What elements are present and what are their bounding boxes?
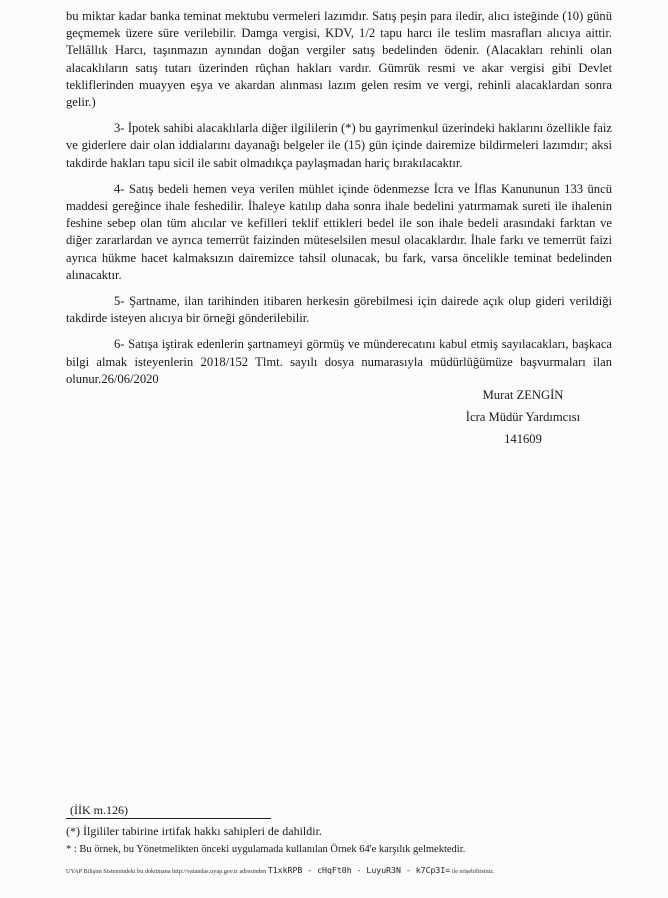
uyap-access-line <box>66 865 626 875</box>
uyap-access-code: T1xkRPB - cHqFt0h - LuyuR3N - k7Cp3I= <box>267 865 451 875</box>
signer-name: Murat ZENGİN <box>482 388 564 402</box>
uyap-suffix: ile erişebilirsiniz. <box>451 868 495 875</box>
paragraph-specification: 5- Şartname, ilan tarihinden itibaren herkesin görebilmesi için dairede açık olup gideri verildiği takdirde isteyen alıcıya bir örneği gönderilebilir. <box>66 294 612 326</box>
footer-divider <box>66 818 271 819</box>
paragraph-mortgage-holders: 3- İpotek sahibi alacaklılarla diğer ilgililerin (*) bu gayrimenkul üzerindeki haklarını özellikle faiz ve giderlere dair olan iddialarını dayanağı belgeler ile (15) gün içinde dairemize bildirmeleri lazımdır; aksi takdirde hakları tapu sicil ile sabit olmadıkça paylaşmadan hariç bırakılacaktır. <box>66 121 612 170</box>
paragraph-payment-deadline: 4- Satış bedeli hemen veya verilen mühlet içinde ödenmezse İcra ve İflas Kanununun 133 üncü maddesi gereğince ihale feshedilir. İhaleye katılıp daha sonra ihale bedelini yatırmamak sureti ile ihalenin feshine sebep olan tüm alıcılar ve kefilleri teklif ettikleri bedel ile son ihale bedeli arasındaki farktan ve diğer zararlardan ve ayrıca temerrüt faizinden müteselsilen mesul olacaklardır. İhale farkı ve temerrüt faizi ayrıca hükme hacet kalmaksızın dairemizce tahsil olunacak, bu fark, varsa öncelikle teminat bedelinden alınacaktır. <box>66 181 612 282</box>
signer-title: İcra Müdür Yardımcısı <box>465 410 581 424</box>
law-reference: (İİK m.126) <box>70 803 128 817</box>
signature-block <box>448 386 598 452</box>
signer-number: 141609 <box>504 432 542 446</box>
note-example-form: * : Bu örnek, bu Yönetmelikten önceki uygulamada kullanılan Örnek 64'e karşılık gelmektedir. <box>66 844 466 855</box>
uyap-prefix: UYAP Bilişim Sistemindeki bu dokümana http://vatandas.uyap.gov.tr adresinden <box>66 868 267 875</box>
paragraph-guarantee-terms: bu miktar kadar banka teminat mektubu vermeleri lazımdır. Satış peşin para iledir, alıcı isteğinde (10) günü geçmemek üzere süre verilebilir. Damga vergisi, KDV, 1/2 tapu harcı ile teslim masrafları alıcıya aittir. Tellâllık Harcı, taşınmazın aynından doğan vergiler satış bedelinden ödenir. (Alacakları rehinli olan alacaklıların satış tutarı üzerinden rüçhan hakları vardır. Gümrük resmi ve akar vergisi gibi Devlet tekliflerinden muayyen eşya ve akardan alınması lazım gelen resim ve vergi, rehinli alacaklardan sonra gelir.) <box>66 9 612 110</box>
paragraph-announcement: 6- Satışa iştirak edenlerin şartnameyi görmüş ve münderecatını kabul etmiş sayılacakları, başkaca bilgi almak isteyenlerin 2018/152 Tlmt. sayılı dosya numarasıyla müdürlüğümüze başvurmaları ilan olunur.26/06/2020 <box>66 337 612 386</box>
note-interested-parties: (*) İlgililer tabirine irtifak hakkı sahipleri de dahildir. <box>66 824 322 838</box>
document-body <box>66 8 612 397</box>
